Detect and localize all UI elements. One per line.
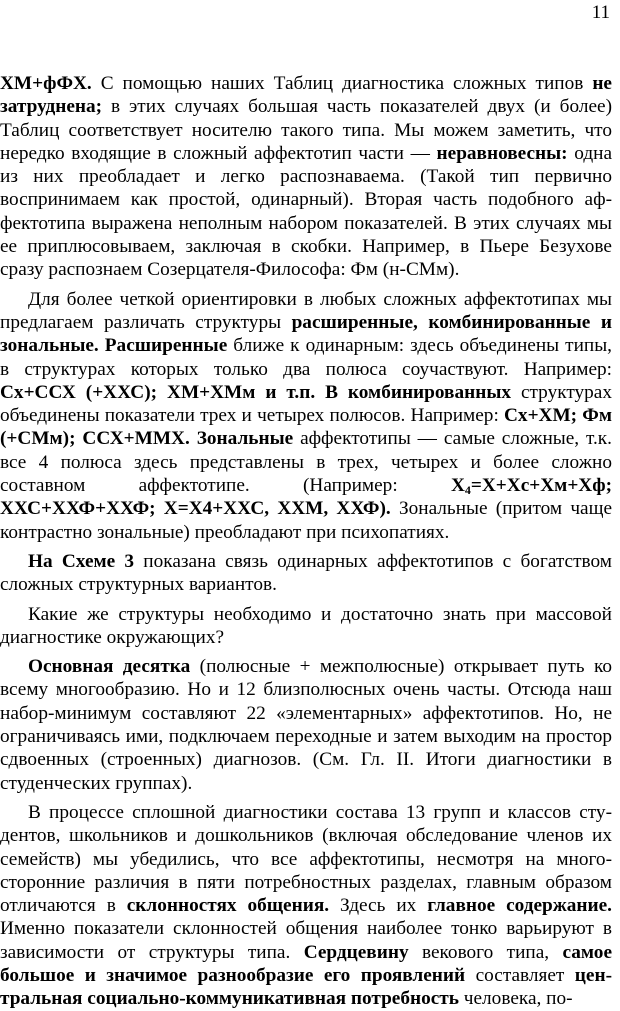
bold-text-run: Расширенные (104, 335, 228, 357)
bold-text-run: Зональные (196, 428, 294, 450)
bold-text-run: центральная социально-коммуникативная потребность (0, 964, 612, 1010)
bold-text-run: На Схеме 3 (28, 550, 135, 572)
bold-text-run: расширенные, комбинированные и зональные. (0, 311, 612, 357)
paragraph-4 (0, 603, 612, 650)
text-run: показана связь одинарных аффектотипов с богатством сложных структурных вариантов. (0, 550, 612, 596)
text-run: векового типа, (408, 941, 563, 963)
text-run: человека, по- (458, 988, 573, 1010)
text-run: Именно показатели склонностей общения наиболее тонко варьируют в зависимости от структуры типа. (0, 918, 612, 963)
bold-text-run: склонностях общения. (126, 895, 330, 917)
paragraph-6 (0, 801, 612, 1011)
paragraph-2 (0, 288, 612, 544)
text-run: структурах объединены показатели трех и четырех полюсов. Например: (0, 381, 612, 427)
paragraph-5 (0, 655, 612, 795)
paragraph-1 (0, 72, 612, 282)
bold-text-run: Сх+ССХ (+ХХС); ХМ+ХМм и т.п. В комбинированных (0, 381, 512, 403)
text-run: аффектотипы — самые сложные, т.к. все 4 полюса здесь представлены в трех, четырех и более сложно составном аффектотипе. (Например: (0, 428, 612, 497)
paragraph-3 (0, 550, 612, 597)
bold-text-run: самое большое и значимое разнообразие его проявлений (0, 941, 612, 986)
bold-text-run: Х (450, 475, 465, 497)
text-run: составляет (465, 964, 575, 986)
bold-text-run: Сх+ХМ; Фм (+СМм); ССХ+ММХ. (0, 405, 612, 450)
text-run: (полюсные + межполюсные) открывает путь ко всему многообразию. Но и 12 близполюсных очень часты. Отсюда наш набор-минимум составляют 22 «элементарных» аффектотипов. Но, не ограничиваясь ими, подключаем переходные и затем выходим на простор сдвоенных (строенных) диагнозов. (См. Гл. II. Итоги диагностики в студенческих группах). (0, 656, 612, 794)
bold-text-run: =Х+Хс+Хм+Хф; ХХС+ХХФ+ХХФ; Х=Х4+ХХС, ХХМ, ХХФ). (0, 475, 612, 520)
text-run: Здесь их (329, 895, 428, 917)
text-run: одна из них преобладает и легко распознаваема. (Такой тип первично воспринимаем как простой, одинарный). Вторая часть подобного аффектотипа выражена неполным набором показателей. В этих случаях мы ее приплюсовываем, заключая в скобки. Например, в Пьере Безухове сразу распознаем Созерцателя-Философа: Фм (н-СМм). (0, 142, 612, 281)
text-run: С помощью наших Таблиц диагностика сложных типов (91, 73, 593, 94)
text-run: Для более четкой ориентировки в любых сложных аффектотипах мы предлагаем различать структуры (0, 288, 612, 333)
text-run: Зональные (притом чаще контрастно зональные) преобладают при психопатиях. (0, 498, 613, 543)
bold-text-run: Сердцевину (303, 941, 409, 963)
text-run: в этих случаях большая часть показателей двух (и более) Таблиц соответствует носителю такого типа. Мы можем заметить, что нередко входящие в сложный аффектотип части — (0, 96, 612, 164)
page-number: 11 (591, 2, 610, 23)
text-run (190, 428, 197, 449)
bold-text-run: Основная десятка (28, 656, 191, 678)
bold-text-run: 4 (464, 483, 471, 498)
text-run: Какие же структуры необходимо и достаточно знать при массовой диагностике окружающих? (0, 603, 612, 648)
bold-text-run: ХМ+фФХ. (0, 73, 92, 94)
bold-text-run: неравновесны: (436, 142, 568, 164)
bold-text-run: не затруднена; (0, 73, 612, 118)
bold-text-run: главное содержание. (427, 895, 612, 917)
document-body (0, 72, 612, 1011)
text-run: В процессе сплошной диагностики состава 13 групп и классов студентов, школьников и дошкольников (включая обследование членов их семейств) мы убедились, что все аффектотипы, несмотря на многосторонние различия в пяти потребностных разделах, главным образом отличаются в (0, 801, 612, 917)
text-run: ближе к одинарным: здесь объединены типы, в структурах которых только два полюса соучаствуют. Например: (0, 335, 612, 380)
